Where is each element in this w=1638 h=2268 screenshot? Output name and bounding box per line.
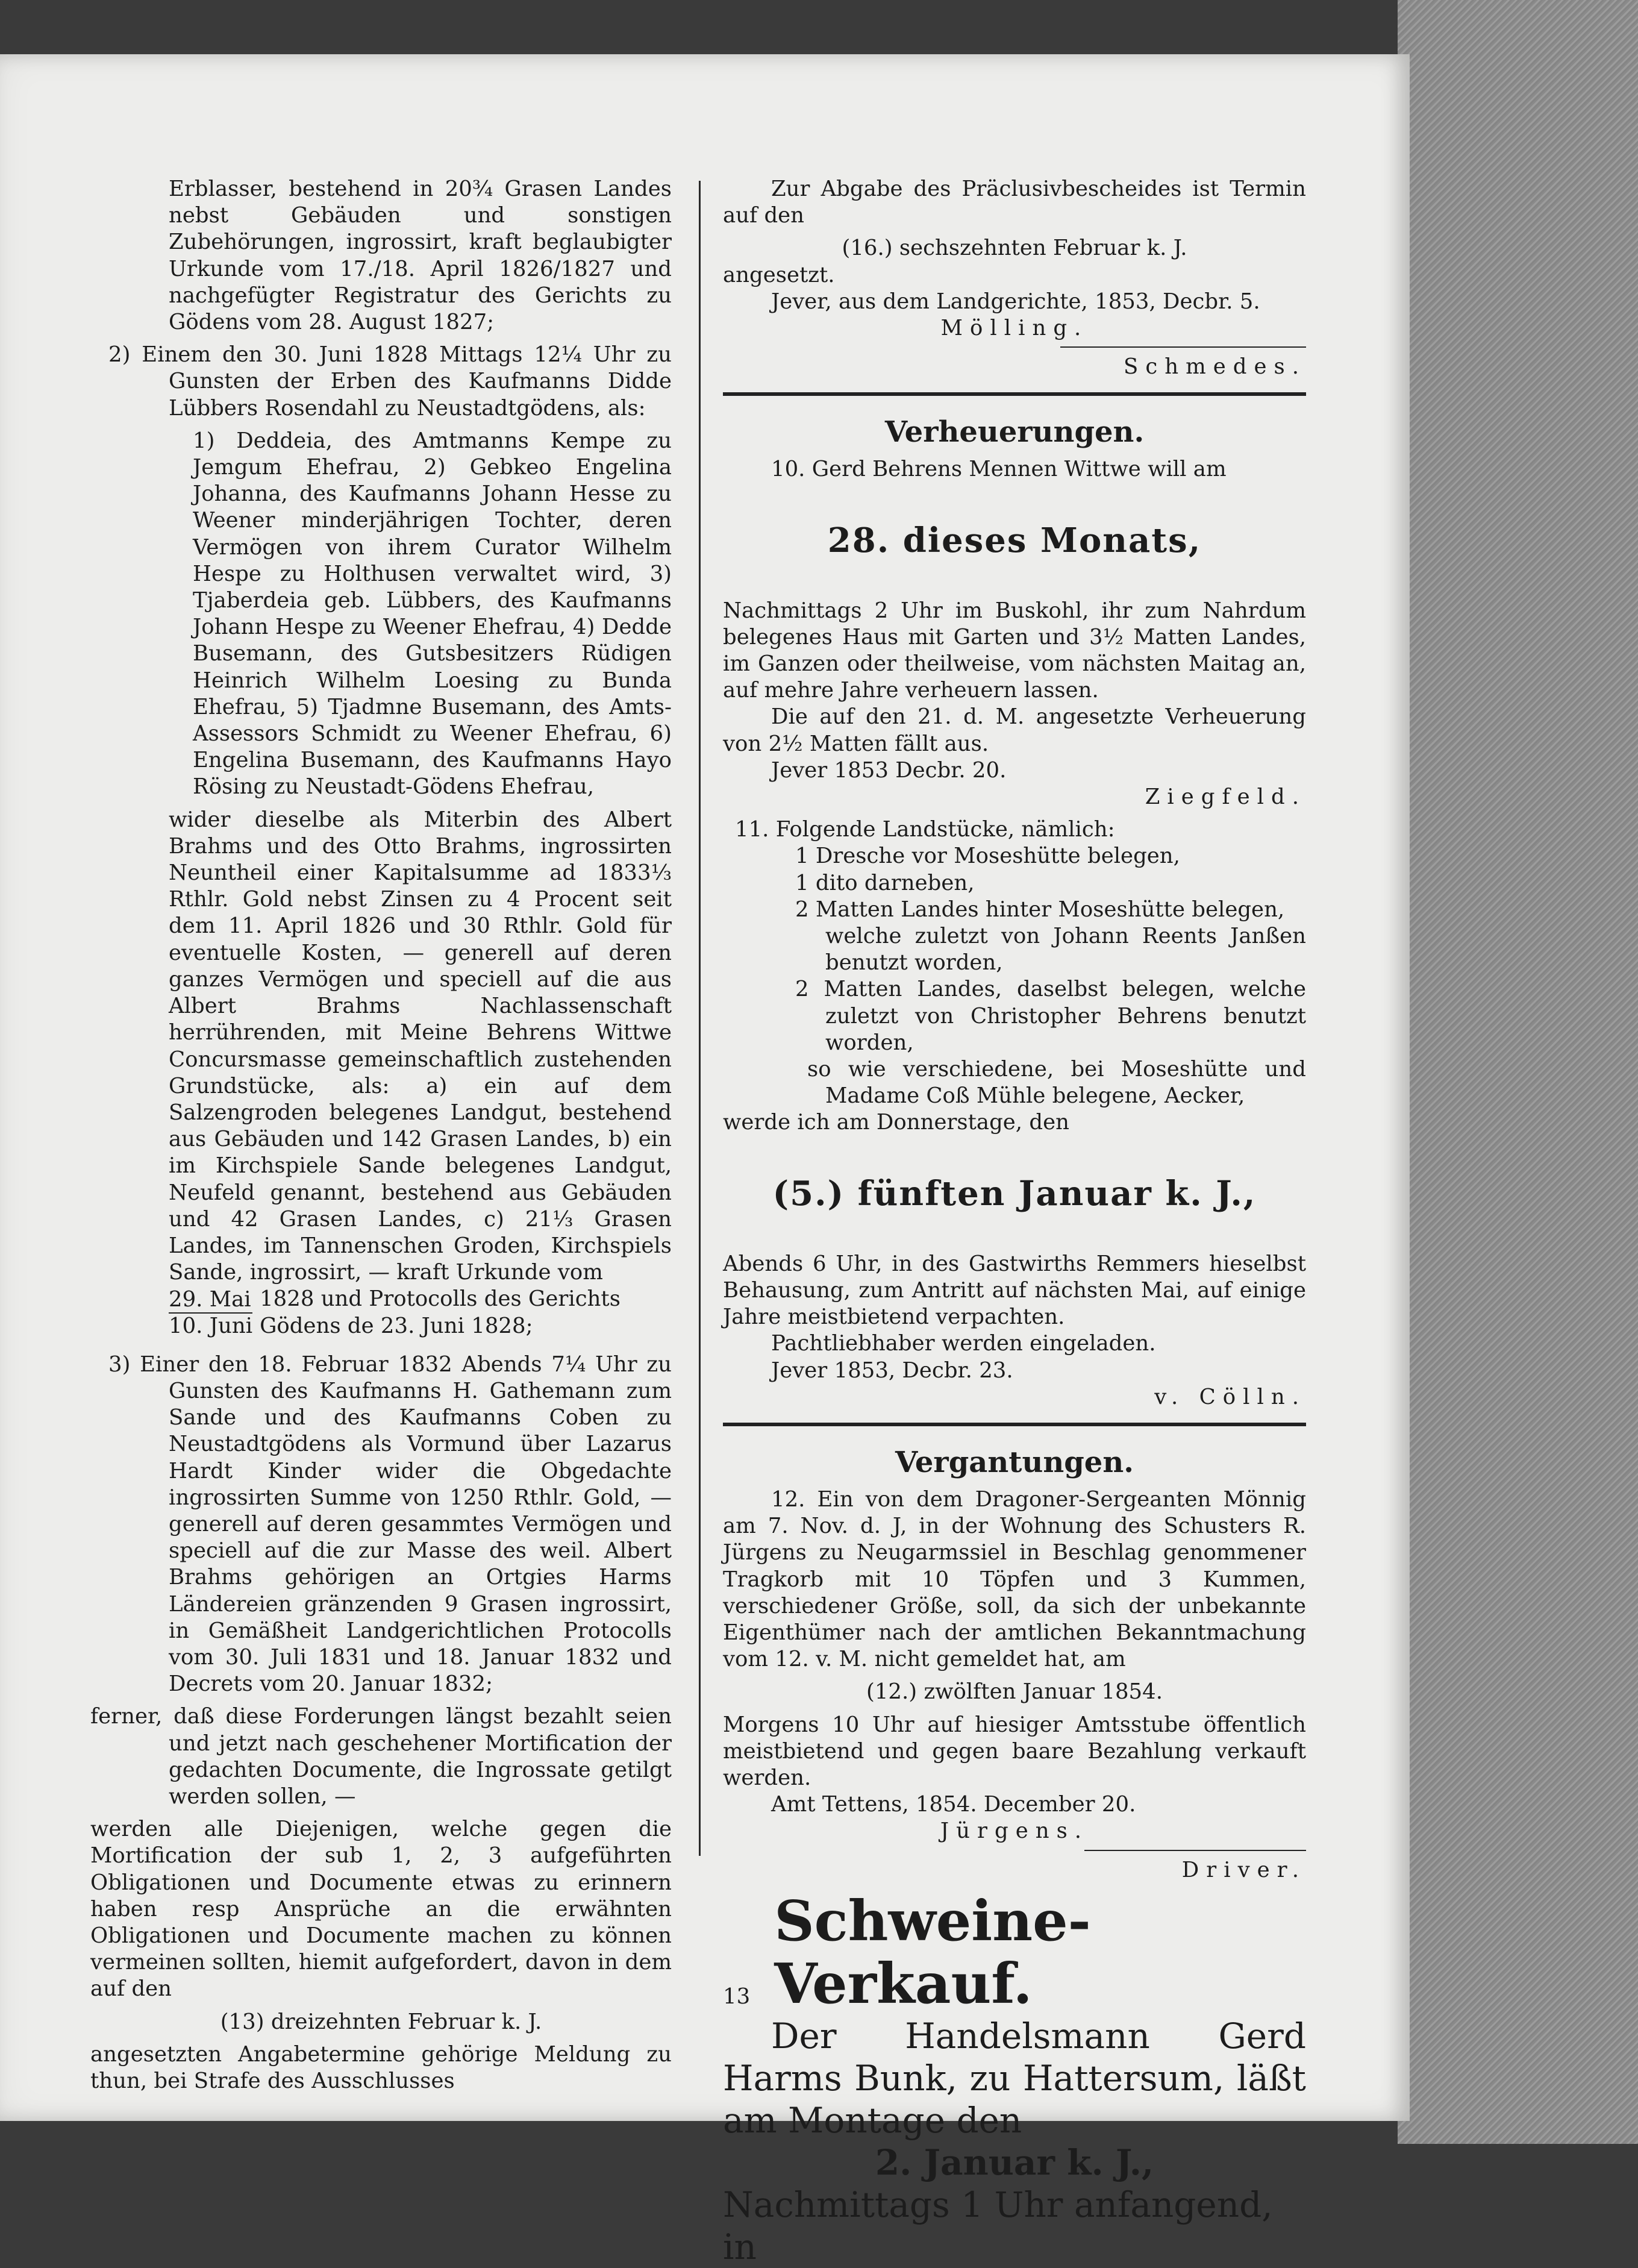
notice-13-heading-row xyxy=(723,1890,1306,2015)
notice-12-place-date: Amt Tettens, 1854. December 20. xyxy=(771,1792,1136,1817)
heading-schweine-verkauf: Schweine-Verkauf. xyxy=(774,1888,1091,2016)
notice-10-intro: 10. Gerd Behrens Mennen Wittwe will am xyxy=(771,457,1227,482)
notice-11-item-3: 2 Matten Landes hinter Moseshütte belegen, xyxy=(795,897,1285,922)
notice-10-date: 28. dieses Monats, xyxy=(827,520,1202,560)
left-item-3: 3) Einer den 18. Februar 1832 Abends 7¼ Uhr zu Gunsten des Kaufmanns H. Gathemann zum Sande und des Kaufmanns Coben zu Neustadtgödens als Vormund über Lazarus Hardt Kinder wider die Obgedachte ingrossirten Summe von 1250 Rthlr. Gold, — generell auf deren gesammtes Vermögen und speciell auf die zur Masse des weil. Albert Brahms gehörigen an Ortgies Harms Ländereien gränzenden 9 Grasen ingrossirt, in Gemäßheit Landgerichtlichen Protocolls vom 30. Juli 1831 und 18. Januar 1832 und Decrets vom 20. Januar 1832; xyxy=(108,1352,672,1697)
left-paragraph-summons: werden alle Diejenigen, welche gegen die Mortification der sub 1, 2, 3 aufgeführten Obligationen und Documente etwas zu erinnern haben resp Ansprüche an die erwähnten Obligationen und Documente machen zu können vermeinen sollten, hiemit aufgefordert, davon in dem auf den xyxy=(90,1817,672,2002)
right-column xyxy=(723,176,1306,2268)
left-term-date: (13) dreizehnten Februar k. J. xyxy=(220,2009,542,2034)
heading-verheuerungen: Verheuerungen. xyxy=(884,415,1145,450)
notice-11-invite: Pachtliebhaber werden eingeladen. xyxy=(771,1331,1156,1356)
left-column xyxy=(90,176,672,2094)
left-heirs-list: 1) Deddeia, des Amtmanns Kempe zu Jemgum Ehefrau, 2) Gebkeo Engelina Johanna, des Kaufmanns Johann Hesse zu Weener minderjährigen Tochter, deren Vermögen von ihrem Curator Wilhelm Hespe zu Holthusen verwaltet wird, 3) Tjaberdeia geb. Lübbers, des Kaufmanns Johann Hespe zu Weener Ehefrau, 4) Dedde Busemann, des Gutsbesitzers Rüdigen Heinrich Wilhelm Loesing zu Bunda Ehefrau, 5) Tjadmne Busemann, des Amts-Assessors Schmidt zu Weener Ehefrau, 6) Engelina Busemann, des Kaufmanns Hayo Rösing zu Neustadt-Gödens Ehefrau, xyxy=(193,428,672,800)
notice-11-item-2: 1 dito darneben, xyxy=(795,870,975,895)
book-binding xyxy=(1398,0,1638,2144)
section-rule xyxy=(723,392,1306,396)
notice-11-date: (5.) fünften Januar k. J., xyxy=(772,1173,1257,1214)
section-rule-2 xyxy=(723,1423,1306,1426)
notice-11-body: Abends 6 Uhr, in des Gastwirths Remmers hieselbst Behausung, zum Antritt auf nächsten Mai, auf einige Jahre meistbietend verpachten. xyxy=(723,1251,1306,1330)
notice-11-item-3b: welche zuletzt von Johann Reents Janßen benutzt worden, xyxy=(825,924,1306,976)
notice-10-place-date: Jever 1853 Decbr. 20. xyxy=(771,757,1007,783)
right-signature-2: Schmedes. xyxy=(1124,354,1306,380)
right-angesetzt: angesetzt. xyxy=(723,262,835,287)
notice-10-body: Nachmittags 2 Uhr im Buskohl, ihr zum Nahrdum belegenes Haus mit Garten und 3½ Matten Landes, im Ganzen oder theilweise, vom nächsten Maitag an, auf mehre Jahre verheuern lassen. xyxy=(723,598,1306,703)
notice-10-signature: Ziegfeld. xyxy=(1145,785,1306,810)
notice-11-signature: v. Cölln. xyxy=(1154,1384,1306,1409)
left-paragraph-1: Erblasser, bestehend in 20¾ Grasen Landes nebst Gebäuden und sonstigen Zubehörungen, ingrossirt, kraft beglaubigter Urkunde vom 17./18. April 1826/1827 und nachgefügter Registratur des Gerichts zu Gödens vom 28. August 1827; xyxy=(169,177,672,335)
right-term-date: (16.) sechszehnten Februar k. J. xyxy=(842,236,1187,261)
notice-11-when: werde ich am Donnerstage, den xyxy=(723,1110,1069,1135)
left-item-2: 2) Einem den 30. Juni 1828 Mittags 12¼ Uhr zu Gunsten der Erben des Kaufmanns Didde Lübbers Rosendahl zu Neustadtgödens, als: xyxy=(108,342,672,421)
left-paragraph-closing: angesetzten Angabetermine gehörige Meldung zu thun, bei Strafe des Ausschlusses xyxy=(90,2041,672,2094)
notice-13-number: 13 xyxy=(723,1984,751,2009)
date-fraction-block xyxy=(90,1286,672,1339)
notice-12-signature-1: Jürgens. xyxy=(940,1818,1089,1844)
notice-11-item-4: 2 Matten Landes, daselbst belegen, welche zuletzt von Christopher Behrens benutzt worden, xyxy=(795,977,1306,1055)
notice-12-body-2: Morgens 10 Uhr auf hiesiger Amtsstube öffentlich meistbietend und gegen baare Bezahlung verkauft werden. xyxy=(723,1712,1306,1790)
right-signature-1: Mölling. xyxy=(940,316,1089,341)
right-place-date: Jever, aus dem Landgerichte, 1853, Decbr. 5. xyxy=(771,289,1260,314)
column-divider xyxy=(699,181,701,1856)
left-paragraph-4: wider dieselbe als Miterbin des Albert Brahms und des Otto Brahms, ingrossirten Neuntheil einer Kapitalsumme ad 1833⅓ Rthlr. Gold nebst Zinsen zu 4 Procent seit dem 11. April 1826 und 30 Rthlr. Gold für eventuelle Kosten, — generell auf deren ganzes Vermögen und speciell auf die aus Albert Brahms Nachlassenschaft herrührenden, mit Meine Behrens Wittwe Concursmasse gemeinschaftlich zustehenden Grundstücke, als: a) ein auf dem Salzengroden belegenes Landgut, bestehend aus Gebäuden und 142 Grasen Landes, b) ein im Kirchspiele Sande belegenes Landgut, Neufeld genannt, bestehend aus Gebäuden und 42 Grasen Landes, c) 21⅓ Grasen Landes, im Tannenschen Groden, Kirchspiels Sande, ingrossirt, — kraft Urkunde vom xyxy=(169,807,672,1285)
date-fraction-bottom: 10. Juni xyxy=(169,1313,253,1338)
notice-10-cancel: Die auf den 21. d. M. angesetzte Verheuerung von 2½ Matten fällt aus. xyxy=(723,704,1306,756)
date-fraction-top: 29. Mai xyxy=(169,1287,252,1314)
left-paragraph-ferner: ferner, daß diese Forderungen längst bezahlt seien und jetzt nach geschehener Mortification der gedachten Documente, die Ingrossate getilgt werden sollen, — xyxy=(90,1704,672,1809)
notice-12-date: (12.) zwölften Januar 1854. xyxy=(866,1679,1163,1705)
heading-vergantungen: Vergantungen. xyxy=(895,1445,1134,1479)
notice-13-time: Nachmittags 1 Uhr anfangend, in xyxy=(723,2184,1273,2267)
right-intro: Zur Abgabe des Präclusivbescheides ist Termin auf den xyxy=(723,177,1306,228)
notice-11-place-date: Jever 1853, Decbr. 23. xyxy=(771,1358,1013,1383)
notice-11-item-5: so wie verschiedene, bei Moseshütte und Madame Coß Mühle belegene, Aecker, xyxy=(807,1057,1306,1109)
date-fraction-rest: 1828 und Protocolls des Gerichts Gödens de 23. Juni 1828; xyxy=(260,1286,621,1338)
notice-13-date: 2. Januar k. J., xyxy=(875,2141,1154,2183)
notice-11-intro: 11. Folgende Landstücke, nämlich: xyxy=(735,817,1115,842)
notice-13-body: Der Handelsmann Gerd Harms Bunk, zu Hattersum, läßt am Montage den xyxy=(723,2015,1306,2141)
notice-12-signature-2: Driver. xyxy=(1181,1857,1306,1882)
notice-12-body: 12. Ein von dem Dragoner-Sergeanten Mönnig am 7. Nov. d. J, in der Wohnung des Schusters R. Jürgens zu Neugarmssiel in Beschlag genommener Tragkorb mit 10 Töpfen und 3 Kummen, verschiedener Größe, soll, da sich der unbekannte Eigenthümer nach der amtlichen Bekanntmachung vom 12. v. M. nicht gemeldet hat, am xyxy=(723,1486,1306,1672)
notice-11-item-1: 1 Dresche vor Moseshütte belegen, xyxy=(795,844,1180,869)
